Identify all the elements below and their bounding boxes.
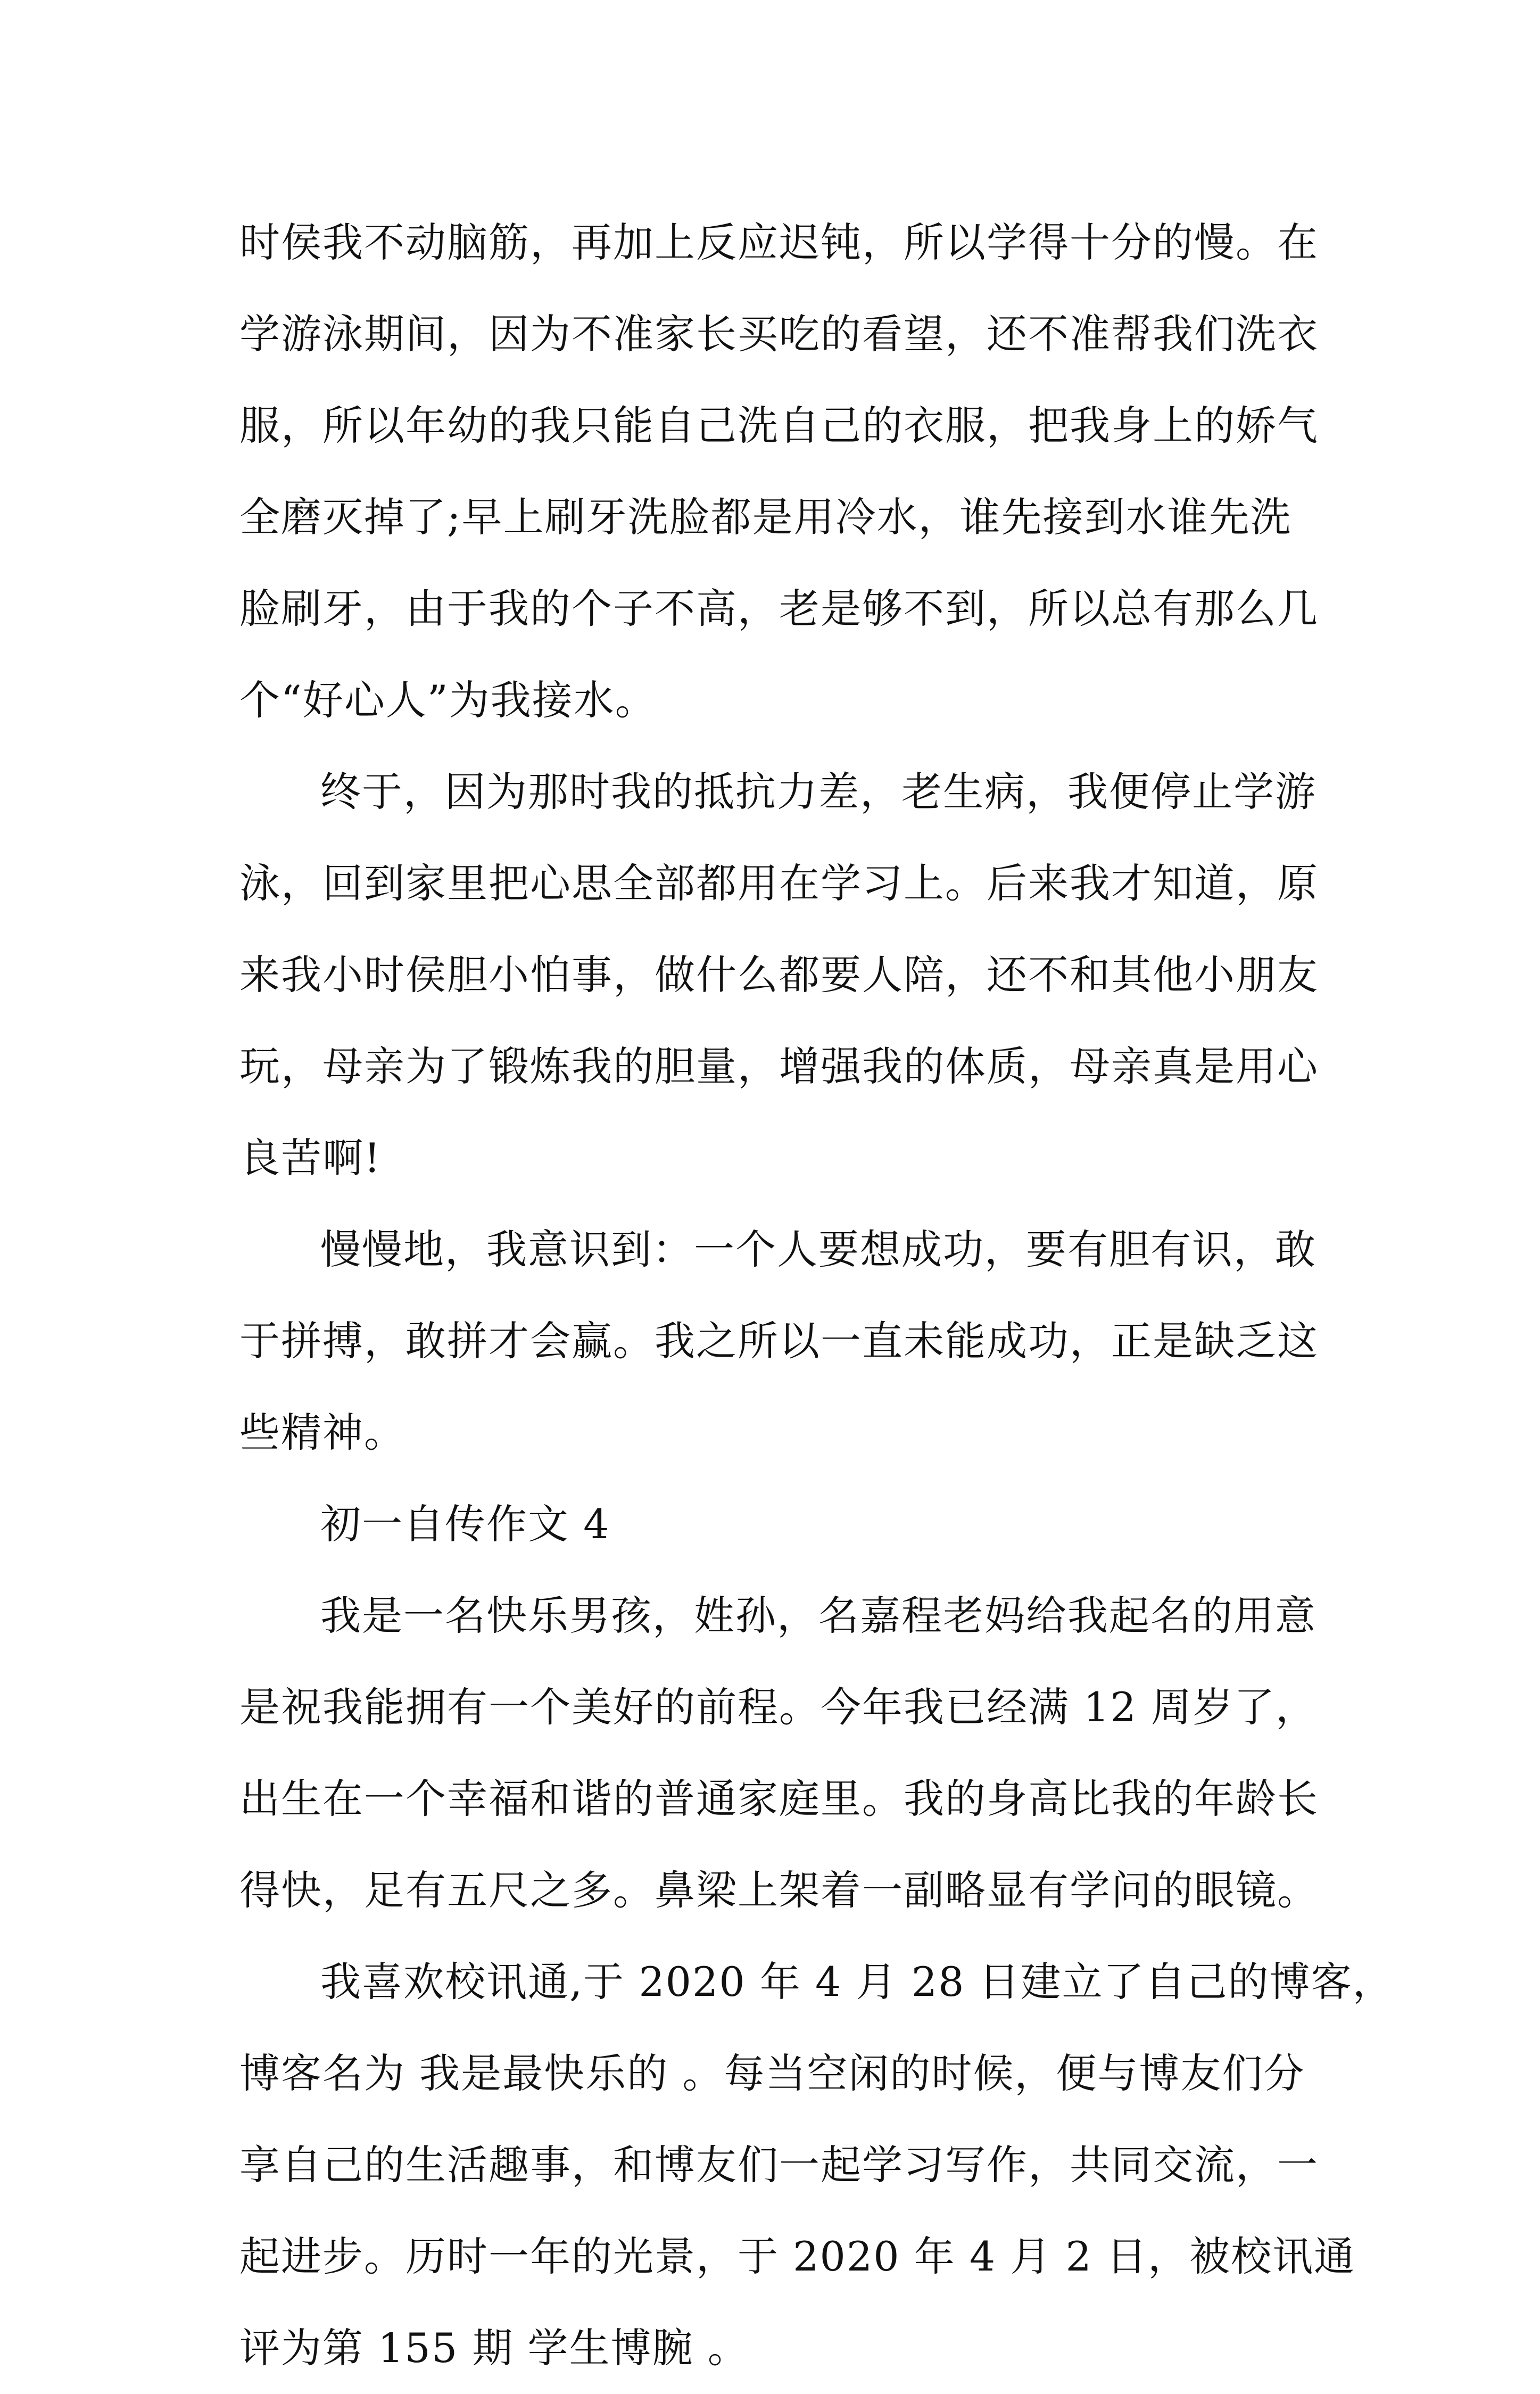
text-line: 起进步。历时一年的光景，于 2020 年 4 月 2 日，被校讯通 [239, 2233, 1356, 2280]
text-line: 终于，因为那时我的抵抗力差，老生病，我便停止学游 [320, 768, 1317, 815]
text-line: 良苦啊! [239, 1134, 382, 1182]
document-body [239, 197, 1394, 2394]
text-line: 玩，母亲为了锻炼我的胆量，增强我的体质，母亲真是用心 [239, 1043, 1319, 1090]
text-line: 我喜欢校讯通,于 2020 年 4 月 28 日建立了自己的博客， [320, 1958, 1394, 2005]
text-line: 个“好心人”为我接水。 [239, 676, 657, 724]
text-line: 些精神。 [239, 1409, 405, 1456]
text-line: 学游泳期间，因为不准家长买吃的看望，还不准帮我们洗衣 [239, 310, 1319, 358]
text-line: 于拼搏，敢拼才会赢。我之所以一直未能成功，正是缺乏这 [239, 1317, 1319, 1365]
text-line: 我是一名快乐男孩，姓孙，名嘉程老妈给我起名的用意 [320, 1592, 1317, 1639]
text-line: 出生在一个幸福和谐的普通家庭里。我的身高比我的年龄长 [239, 1775, 1319, 1822]
text-line: 享自己的生活趣事，和博友们一起学习写作，共同交流，一 [239, 2141, 1319, 2189]
text-line: 得快，足有五尺之多。鼻梁上架着一副略显有学问的眼镜。 [239, 1867, 1319, 1914]
text-line: 是祝我能拥有一个美好的前程。今年我已经满 12 周岁了， [239, 1683, 1318, 1731]
text-line: 博客名为 我是最快乐的 。每当空闲的时候，便与博友们分 [239, 2050, 1305, 2097]
text-line: 泳，回到家里把心思全部都用在学习上。后来我才知道，原 [239, 860, 1319, 907]
text-line: 脸刷牙，由于我的个子不高，老是够不到，所以总有那么几 [239, 585, 1319, 632]
text-line: 慢慢地，我意识到：一个人要想成功，要有胆有识，敢 [320, 1226, 1317, 1273]
text-line: 评为第 155 期 学生博腕 。 [239, 2324, 749, 2372]
text-line: 时侯我不动脑筋，再加上反应迟钝，所以学得十分的慢。在 [239, 219, 1319, 266]
text-line: 服，所以年幼的我只能自己洗自己的衣服，把我身上的娇气 [239, 402, 1319, 449]
text-line: 全磨灭掉了;早上刷牙洗脸都是用冷水，谁先接到水谁先洗 [239, 493, 1292, 541]
text-line: 初一自传作文 4 [320, 1500, 610, 1548]
text-line: 来我小时侯胆小怕事，做什么都要人陪，还不和其他小朋友 [239, 951, 1319, 998]
